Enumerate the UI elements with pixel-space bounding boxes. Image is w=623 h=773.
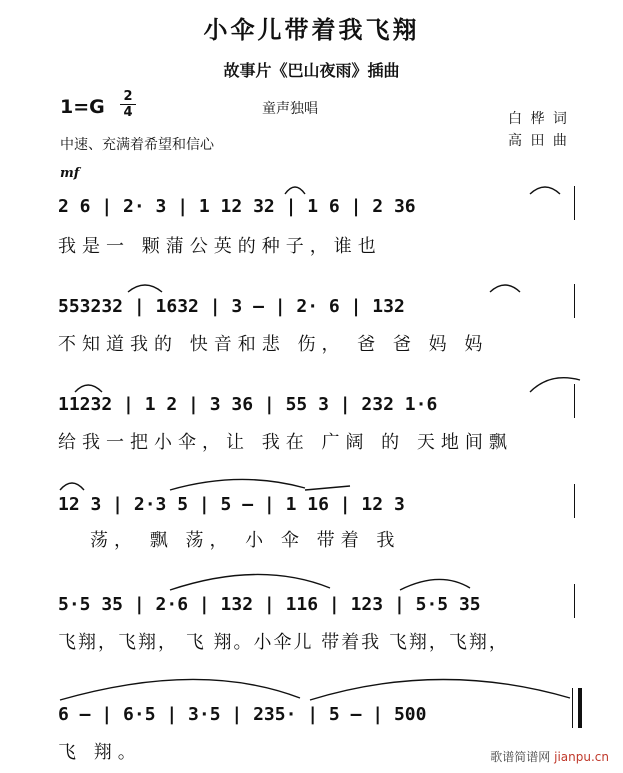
slur-4 — [490, 285, 520, 292]
notation-line-5: 5·5 35 | 2·6 | 132 | 116 | 123 | 5·5 35 — [58, 594, 481, 615]
slur-9 — [305, 486, 350, 490]
watermark — [490, 748, 609, 765]
dynamic-marking: mf — [60, 166, 80, 181]
slur-5 — [75, 385, 102, 392]
notation-line-3: 11232 | 1 2 | 3 36 | 55 3 | 232 1·6 — [58, 394, 438, 415]
slur-3 — [128, 285, 162, 292]
slur-8 — [170, 479, 305, 490]
tempo-marking: 中速、充满着希望和信心 — [60, 137, 214, 153]
slur-12 — [60, 679, 300, 700]
lyrics-line-4: 荡， 飘 荡， 小 伞 带着 我 — [90, 530, 401, 551]
meter-top: 2 — [123, 89, 133, 104]
lyrics-line-3: 给我一把小伞，让 我在 广阔 的 天地间飘 — [58, 432, 513, 453]
lyrics-line-2: 不知道我的 快音和悲 伤， 爸 爸 妈 妈 — [58, 334, 489, 355]
watermark-site: 歌谱简谱网 — [490, 750, 551, 764]
slur-10 — [170, 574, 330, 590]
lyricist-credit: 白 桦 词 — [508, 111, 569, 127]
voice-label: 童声独唱 — [262, 101, 318, 117]
lyrics-line-1: 我是一 颗蒲公英的种子，谁也 — [58, 236, 382, 257]
composer-credit: 高 田 曲 — [508, 133, 569, 149]
slur-11 — [400, 579, 470, 590]
slur-7 — [60, 483, 84, 490]
lyrics-line-6: 飞 翔。 — [58, 742, 142, 763]
notation-line-1: 2 6 | 2· 3 | 1 12 32 | 1 6 | 2 36 — [58, 196, 416, 217]
slur-2 — [530, 187, 560, 194]
notation-line-2: 553232 | 1632 | 3 — | 2· 6 | 132 — [58, 296, 405, 317]
key-signature: 1=G — [60, 96, 105, 118]
song-subtitle: 故事片《巴山夜雨》插曲 — [223, 61, 400, 80]
lyrics-line-5: 飞翔，飞翔， 飞 翔。小伞儿 带着我 飞翔，飞翔， — [58, 632, 509, 653]
song-title: 小伞儿带着我飞翔 — [203, 15, 420, 44]
slur-6 — [530, 378, 580, 392]
meter-bottom: 4 — [123, 105, 133, 120]
notation-line-6: 6 — | 6·5 | 3·5 | 235· | 5 — | 500 — [58, 704, 427, 725]
watermark-url: jianpu.cn — [554, 750, 609, 764]
slur-1 — [285, 187, 305, 194]
notation-line-4: 12 3 | 2·3 5 | 5 — | 1 16 | 12 3 — [58, 494, 405, 515]
slur-13 — [310, 679, 570, 700]
